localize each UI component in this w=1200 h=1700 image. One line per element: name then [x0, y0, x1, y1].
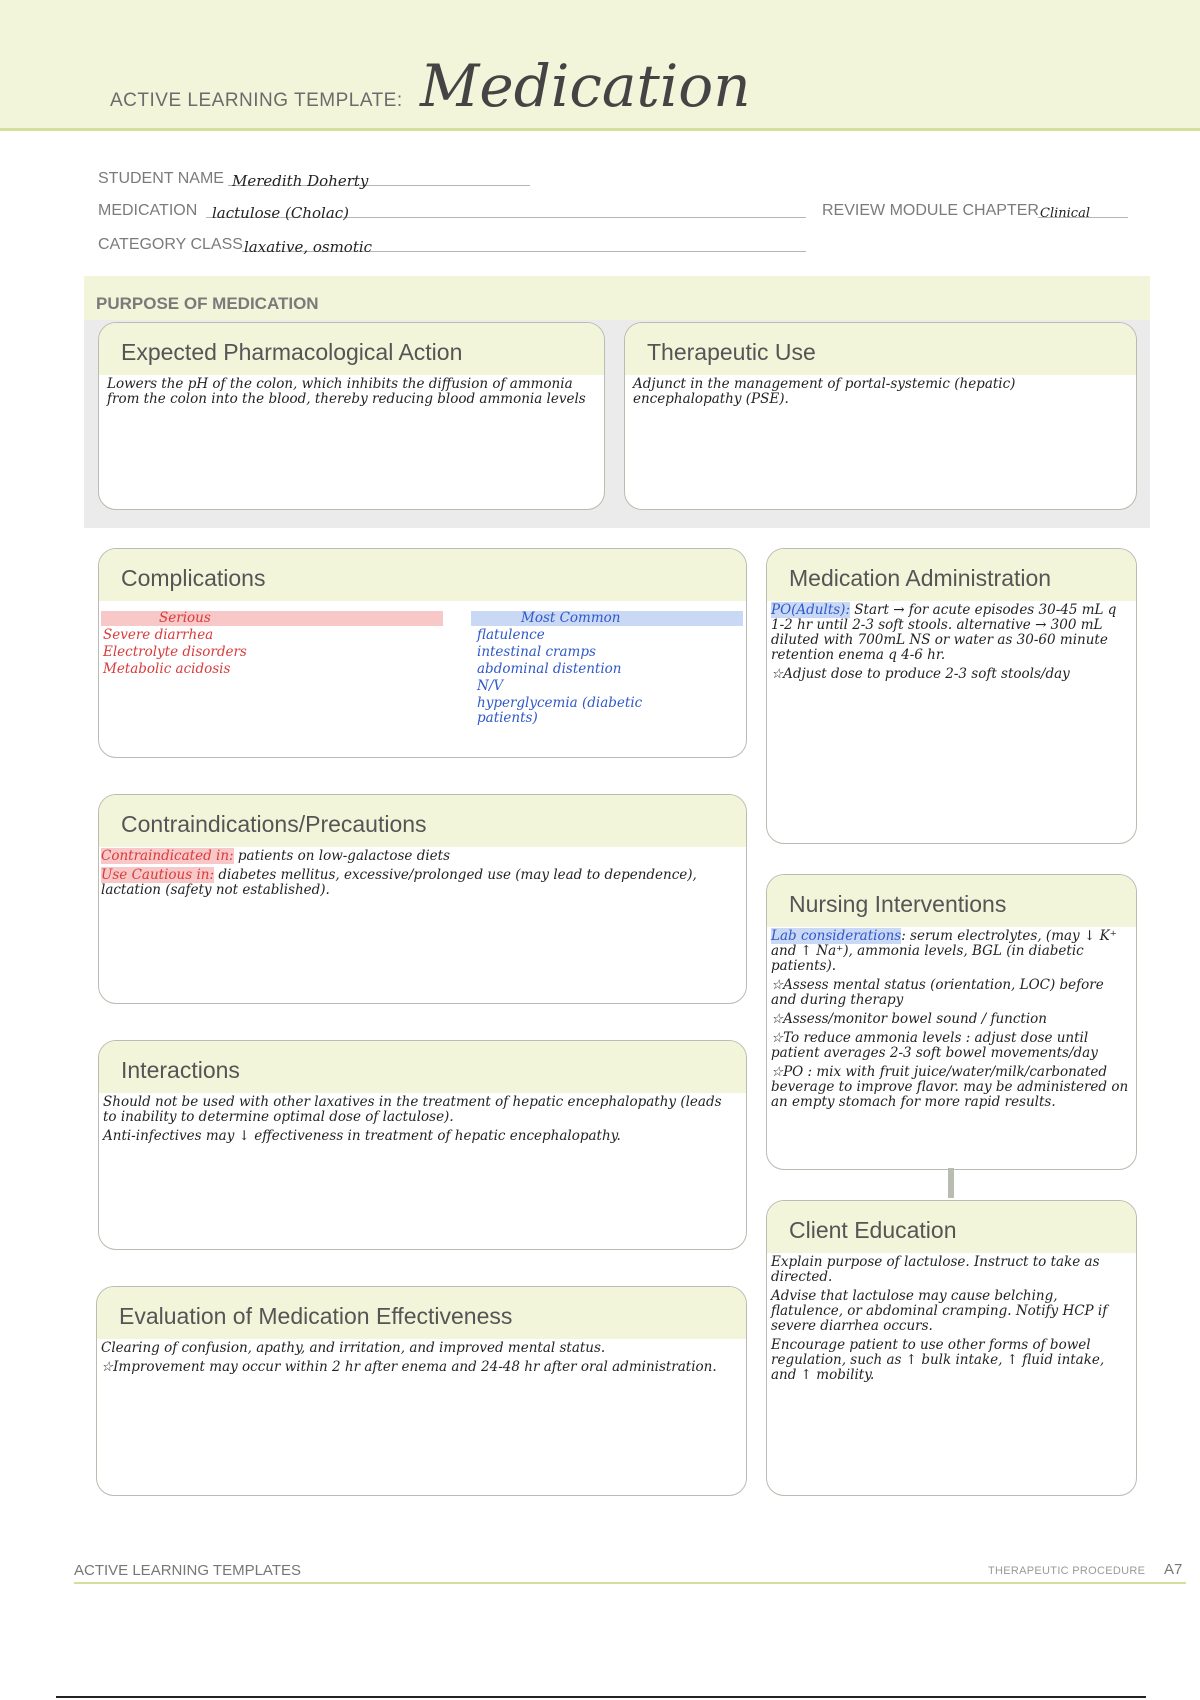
student-name-label: STUDENT NAME [98, 170, 224, 187]
therapeutic-use-box[interactable] [624, 322, 1137, 510]
footer-page-code: A7 [1164, 1561, 1183, 1578]
page-title: Medication [420, 52, 751, 120]
client-education-title: Client Education [789, 1217, 957, 1243]
evaluation-box[interactable] [96, 1286, 747, 1496]
purpose-heading-bar [84, 276, 1150, 320]
nursing-item: ☆PO : mix with fruit juice/water/milk/carbonated beverage to improve flavor. may be administered on an empty stomach for more rapid results. [771, 1064, 1129, 1110]
contraindications-title: Contraindications/Precautions [121, 811, 427, 837]
contraindications-head [99, 795, 746, 847]
nursing-item: ☆Assess/monitor bowel sound / function [771, 1011, 1047, 1027]
medication-administration-box[interactable] [766, 548, 1137, 844]
therapeutic-use-text: Adjunct in the management of portal-systemic (hepatic) encephalopathy (PSE). [633, 376, 1016, 407]
footer-rule [74, 1582, 1186, 1584]
therapeutic-use-title: Therapeutic Use [647, 339, 816, 365]
common-item: flatulence [477, 627, 545, 643]
interactions-head [99, 1041, 746, 1093]
category-class-value: laxative, osmotic [244, 238, 373, 256]
medication-label: MEDICATION [98, 202, 198, 219]
serious-item: Severe diarrhea [103, 627, 214, 643]
nursing-item: ☆Assess mental status (orientation, LOC) before and during therapy [771, 977, 1104, 1008]
contraindicated-text: patients on low-galactose diets [237, 848, 450, 864]
evaluation-line-2: ☆Improvement may occur within 2 hr after enema and 24-48 hr after oral administration. [101, 1359, 717, 1375]
client-education-box[interactable] [766, 1200, 1137, 1496]
nursing-interventions-head [767, 875, 1136, 927]
interactions-box[interactable] [98, 1040, 747, 1250]
serious-column [101, 611, 443, 677]
header-band [0, 0, 1200, 131]
caution-text: diabetes mellitus, excessive/prolonged use (may lead to dependence), lactation (safety not established). [101, 867, 697, 898]
complications-head [99, 549, 746, 601]
common-item: hyperglycemia (diabetic patients) [477, 695, 643, 726]
common-column [471, 611, 743, 726]
purpose-heading: PURPOSE OF MEDICATION [96, 294, 319, 313]
education-item: Explain purpose of lactulose. Instruct to take as directed. [771, 1254, 1100, 1285]
evaluation-title: Evaluation of Medication Effectiveness [119, 1303, 513, 1329]
serious-heading: Serious [101, 611, 443, 626]
serious-item: Electrolyte disorders [103, 644, 247, 660]
student-name-value: Meredith Doherty [232, 172, 369, 190]
footer-left-text: ACTIVE LEARNING TEMPLATES [74, 1562, 301, 1579]
client-education-head [767, 1201, 1136, 1253]
administration-po-text: Start → for acute episodes 30-45 mL q 1-2 hr until 2-3 soft stools. alternative → 300 mL diluted with 700mL NS or water as 30-60 minute retention enema q 4-6 hr. [771, 602, 1117, 663]
common-item: intestinal cramps [477, 644, 596, 660]
category-class-label: CATEGORY CLASS [98, 236, 243, 253]
nursing-interventions-title: Nursing Interventions [789, 891, 1007, 917]
bottom-rule [56, 1696, 1146, 1698]
complications-title: Complications [121, 565, 266, 591]
review-module-label: REVIEW MODULE CHAPTER [822, 202, 1039, 219]
education-item: Advise that lactulose may cause belching, flatulence, or abdominal cramping. Notify HCP if severe diarrhea occurs. [771, 1288, 1108, 1334]
expected-action-text: Lowers the pH of the colon, which inhibits the diffusion of ammonia from the colon into the blood, thereby reducing blood ammonia levels [107, 376, 586, 407]
education-item: Encourage patient to use other forms of bowel regulation, such as ↑ bulk intake, ↑ fluid intake, and ↑ mobility. [771, 1337, 1105, 1383]
interactions-line-1: Should not be used with other laxatives in the treatment of hepatic encephalopathy (leads to inability to determine optimal dose of lactulose). [103, 1094, 722, 1125]
evaluation-line-1: Clearing of confusion, apathy, and irritation, and improved mental status. [101, 1340, 606, 1356]
evaluation-head [97, 1287, 746, 1339]
common-item: N/V [477, 678, 504, 694]
contraindicated-label: Contraindicated in: [101, 848, 234, 864]
serious-item: Metabolic acidosis [103, 661, 231, 677]
nursing-interventions-box[interactable] [766, 874, 1137, 1170]
common-item: abdominal distention [477, 661, 622, 677]
expected-action-head [99, 323, 604, 375]
administration-adjust-text: ☆Adjust dose to produce 2-3 soft stools/day [771, 666, 1070, 682]
interactions-line-2: Anti-infectives may ↓ effectiveness in treatment of hepatic encephalopathy. [103, 1128, 621, 1144]
therapeutic-use-head [625, 323, 1136, 375]
contraindications-box[interactable] [98, 794, 747, 1004]
medication-administration-head [767, 549, 1136, 601]
lab-considerations-text: : serum electrolytes, (may ↓ K⁺ and ↑ Na⁺), ammonia levels, BGL (in diabetic patients). [771, 928, 1117, 974]
medication-administration-title: Medication Administration [789, 565, 1052, 591]
expected-action-box[interactable] [98, 322, 605, 510]
medication-value: lactulose (Cholac) [212, 204, 350, 222]
caution-label: Use Cautious in: [101, 867, 215, 883]
nursing-item: ☆To reduce ammonia levels : adjust dose until patient averages 2-3 soft bowel movements/day [771, 1030, 1098, 1061]
expected-action-title: Expected Pharmacological Action [121, 339, 463, 365]
template-label: ACTIVE LEARNING TEMPLATE: [110, 90, 403, 111]
complications-box[interactable] [98, 548, 747, 758]
connector-bar [948, 1168, 954, 1198]
footer-right-text: THERAPEUTIC PROCEDURE [988, 1565, 1146, 1577]
lab-considerations-label: Lab considerations [771, 928, 902, 944]
interactions-title: Interactions [121, 1057, 240, 1083]
common-heading: Most Common [471, 611, 743, 626]
review-module-value: Clinical [1040, 206, 1090, 221]
administration-po-label: PO(Adults): [771, 602, 850, 618]
